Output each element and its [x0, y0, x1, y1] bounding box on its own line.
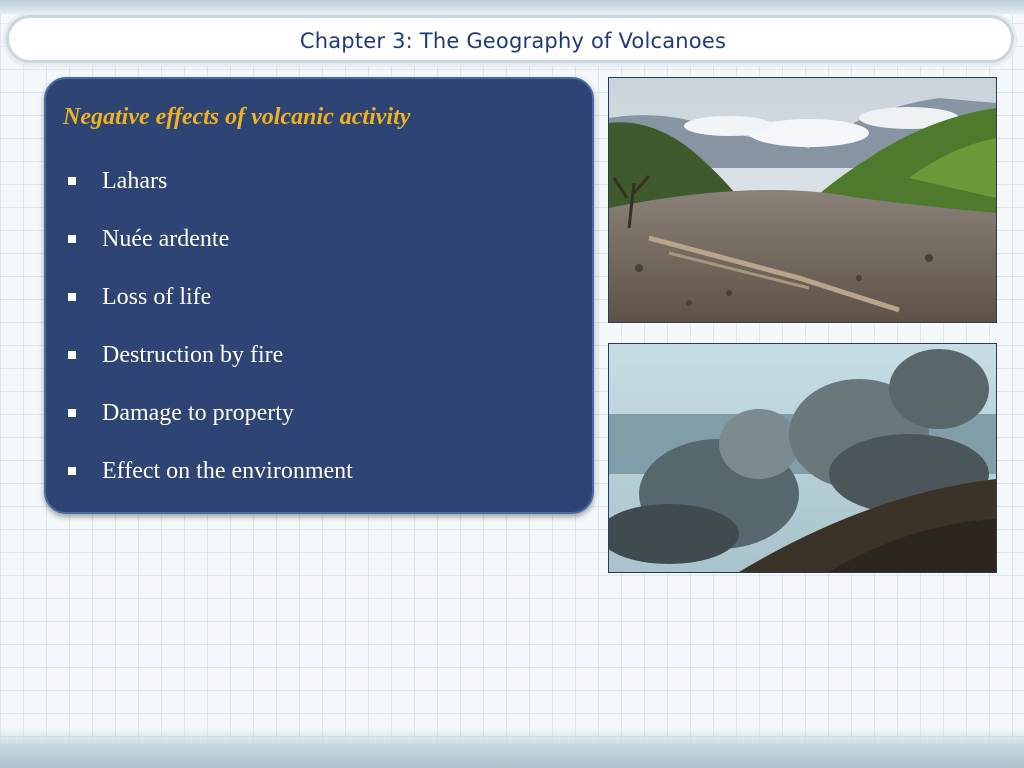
bullet-item — [46, 455, 353, 513]
bullet-text: Lahars — [102, 168, 168, 194]
bullet-text: Loss of life — [102, 284, 212, 310]
bullet-item — [46, 281, 353, 339]
ash-cloud-photo — [608, 343, 997, 573]
square-bullet-icon — [68, 177, 76, 185]
square-bullet-icon — [68, 235, 76, 243]
bullet-item — [46, 339, 353, 397]
bullet-item — [46, 165, 353, 223]
bullet-item — [46, 397, 353, 455]
slide-title: Chapter 3: The Geography of Volcanoes — [299, 29, 727, 53]
bullet-list — [46, 165, 353, 513]
lahar-valley-photo — [608, 77, 997, 323]
bullet-text: Destruction by fire — [102, 342, 284, 368]
square-bullet-icon — [68, 293, 76, 301]
bullet-text: Nuée ardente — [102, 226, 230, 252]
content-panel — [44, 77, 594, 514]
top-decor-band — [0, 0, 1024, 14]
bullet-text: Damage to property — [102, 400, 294, 426]
title-bar — [6, 15, 1014, 63]
bullet-text: Effect on the environment — [102, 458, 353, 484]
bottom-decor-band — [0, 728, 1024, 768]
bullet-item — [46, 223, 353, 281]
square-bullet-icon — [68, 409, 76, 417]
panel-subtitle: Negative effects of volcanic activity — [63, 104, 411, 130]
square-bullet-icon — [68, 467, 76, 475]
square-bullet-icon — [68, 351, 76, 359]
